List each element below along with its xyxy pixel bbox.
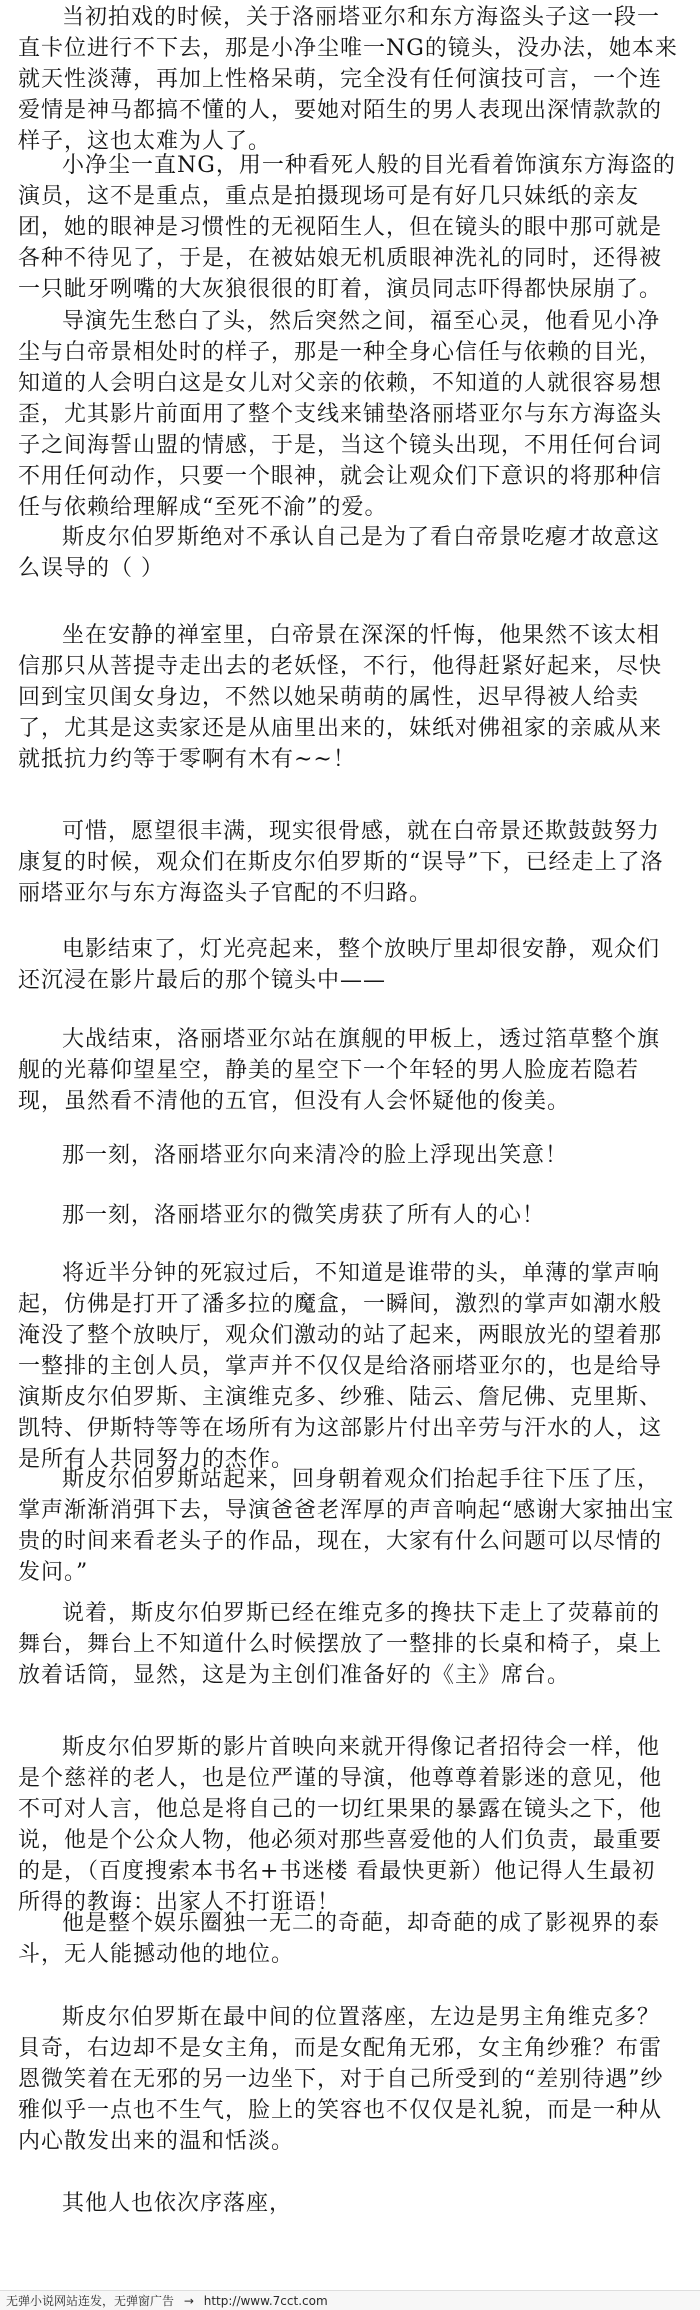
paragraph-7: 电影结束了，灯光亮起来，整个放映厅里却很安静，观众们还沉浸在影片最后的那个镜头中—— bbox=[18, 937, 661, 993]
paragraph-14: 斯皮尔伯罗斯的影片首映向来就开得像记者招待会一样，他是个慈祥的老人，也是位严谨的导演，他尊尊着影迷的意见，他不可对人言，他总是将自己的一切红果果的暴露在镜头之下，他说，他是个公众人物，他必须对那些喜爱他的人们负责，最重要的是，（百度搜索本书名+书迷楼 看最快更新）他记得人生最初所得的教诲：出家人不打诳语！ bbox=[18, 1735, 663, 1915]
paragraph-17: 其他人也依次序落座， bbox=[62, 2191, 293, 2216]
paragraph-13: 说着，斯皮尔伯罗斯已经在维克多的搀扶下走上了荧幕前的舞台，舞台上不知道什么时候摆放了一整排的长桌和椅子，桌上放着话筒，显然，这是为主创们准备好的《主》席台。 bbox=[18, 1601, 663, 1688]
paragraph-3: 导演先生愁白了头，然后突然之间，福至心灵，他看见小净尘与白帝景相处时的样子，那是一种全身心信任与依赖的目光，知道的人会明白这是女儿对父亲的依赖，不知道的人就很容易想歪，尤其影片前面用了整个支线来铺垫洛丽塔亚尔与东方海盗头子之间海誓山盟的情感，于是，当这个镜头出现，不用任何台词不用任何动作，只要一个眼神，就会让观众们下意识的将那种信任与依赖给理解成“至死不渝”的爱。 bbox=[18, 309, 663, 520]
paragraph-8: 大战结束，洛丽塔亚尔站在旗舰的甲板上，透过箔草整个旗舰的光幕仰望星空，静美的星空下一个年轻的男人脸庞若隐若现，虽然看不清他的五官，但没有人会怀疑他的俊美。 bbox=[18, 1027, 661, 1114]
paragraph-6: 可惜，愿望很丰满，现实很骨感，就在白帝景还欺鼓鼓努力康复的时候，观众们在斯皮尔伯罗斯的“误导”下，已经走上了洛丽塔亚尔与东方海盗头子官配的不归路。 bbox=[18, 819, 664, 906]
paragraph-1: 当初拍戏的时候，关于洛丽塔亚尔和东方海盗头子这一段一直卡位进行不下去，那是小净尘唯一NG的镜头，没办法，她本来就天性淡薄，再加上性格呆萌，完全没有任何演技可言，一个连爱情是神马都搞不懂的人，要她对陌生的男人表现出深情款款的样子，这也太难为人了。 bbox=[18, 5, 678, 154]
footer-bar bbox=[0, 2290, 700, 2310]
arrow-icon: → bbox=[183, 2294, 194, 2308]
paragraph-16: 斯皮尔伯罗斯在最中间的位置落座，左边是男主角维克多？ 貝奇，右边却不是女主角，而是女配角无邪，女主角纱雅？布雷恩微笑着在无邪的另一边坐下，对于自己所受到的“差别待遇”纱雅似乎一点也不生气，脸上的笑容也不仅仅是礼貌，而是一种从内心散发出来的温和恬淡。 bbox=[18, 2005, 664, 2154]
paragraph-10: 那一刻，洛丽塔亚尔的微笑虏获了所有人的心！ bbox=[62, 1203, 546, 1228]
footer-text: 无弹小说网站连发，无弹窗广告 bbox=[6, 2294, 175, 2308]
paragraph-4: 斯皮尔伯罗斯绝对不承认自己是为了看白帝景吃瘪才故意这么误导的（ ） bbox=[18, 525, 661, 581]
paragraph-5: 坐在安静的禅室里，白帝景在深深的忏悔，他果然不该太相信那只从菩提寺走出去的老妖怪，不行，他得赶紧好起来，尽快回到宝贝闺女身边，不然以她呆萌萌的属性，迟早得被人给卖了，尤其是这卖家还是从庙里出来的，妹纸对佛祖家的亲戚从来就抵抗力约等于零啊有木有~~！ bbox=[18, 623, 663, 772]
paragraph-12: 斯皮尔伯罗斯站起来，回身朝着观众们抬起手往下压了压，掌声渐渐消弭下去，导演爸爸老浑厚的声音响起“感谢大家抽出宝贵的时间来看老头子的作品，现在，大家有什么问题可以尽情的发问。” bbox=[18, 1467, 675, 1585]
paragraph-2: 小净尘一直NG，用一种看死人般的目光看着饰演东方海盗的演员，这不是重点，重点是拍摄现场可是有好几只妹纸的亲友团，她的眼神是习惯性的无视陌生人，但在镜头的眼中那可就是各种不待见了，于是，在被姑娘无机质眼神洗礼的同时，还得被一只眦牙咧嘴的大灰狼很很的盯着，演员同志吓得都快尿崩了。 bbox=[18, 153, 676, 302]
footer-url-link[interactable]: http://www.7cct.com bbox=[203, 2294, 328, 2308]
paragraph-15: 他是整个娱乐圈独一无二的奇葩，却奇葩的成了影视界的泰斗，无人能撼动他的地位。 bbox=[18, 1911, 661, 1967]
paragraph-11: 将近半分钟的死寂过后，不知道是谁带的头，单薄的掌声响起，仿佛是打开了潘多拉的魔盒，一瞬间，激烈的掌声如潮水般淹没了整个放映厅，观众们激动的站了起来，两眼放光的望着那一整排的主创人员，掌声并不仅仅是给洛丽塔亚尔的，也是给导演斯皮尔伯罗斯、主演维克多、纱雅、陆云、詹尼佛、克里斯、凯特、伊斯特等等在场所有为这部影片付出辛劳与汗水的人，这是所有人共同努力的杰作。 bbox=[18, 1261, 663, 1472]
paragraph-9: 那一刻，洛丽塔亚尔向来清冷的脸上浮现出笑意！ bbox=[62, 1143, 569, 1168]
